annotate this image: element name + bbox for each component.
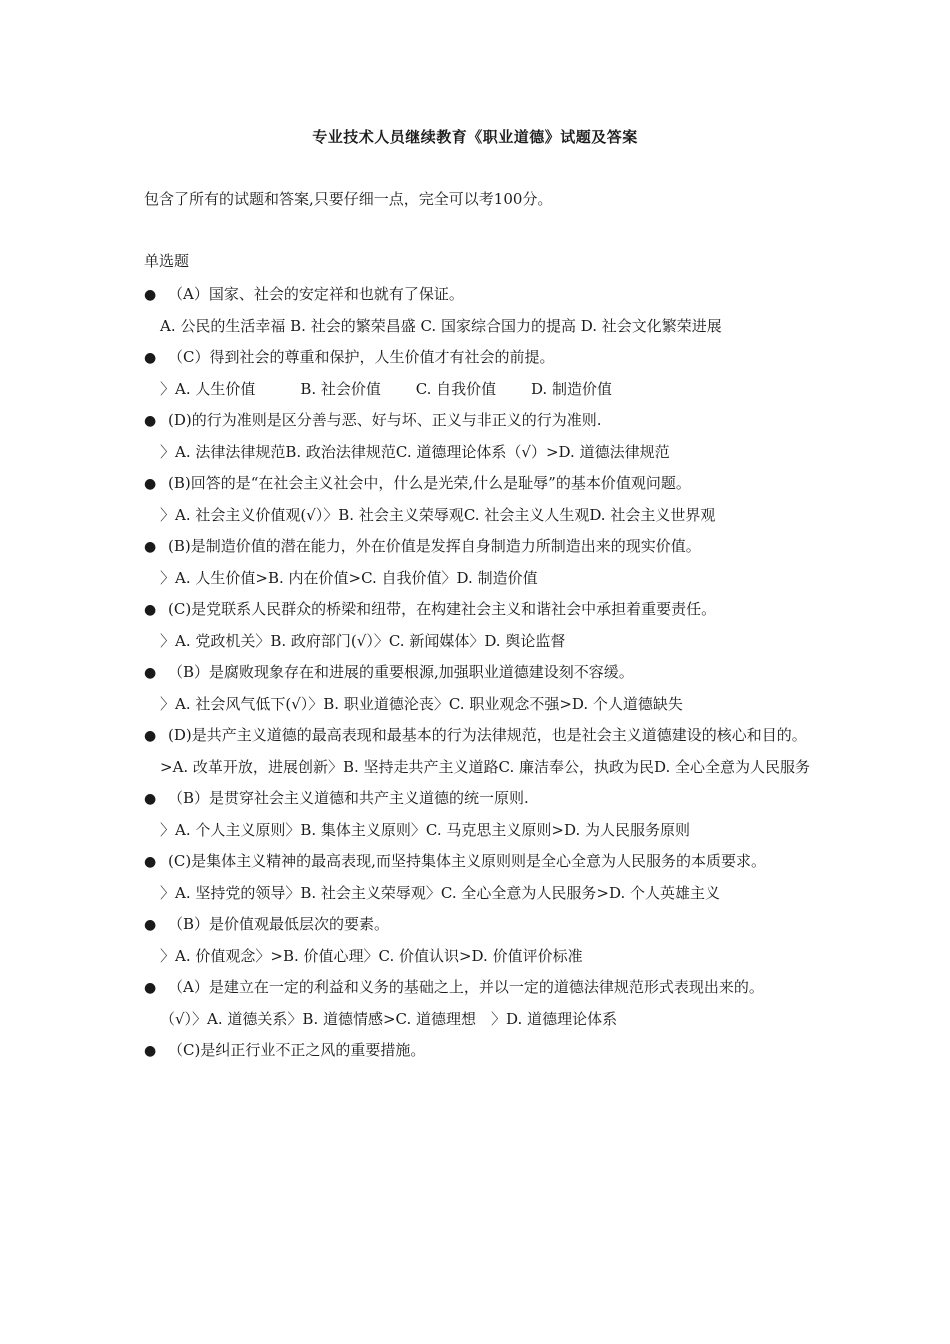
answer-options: 〉A. 社会主义价值观(√）〉B. 社会主义荣辱观C. 社会主义人生观D. 社会主义世界观 <box>160 506 716 524</box>
answer-options: 〉A. 价值观念〉>B. 价值心理〉C. 价值认识>D. 价值评价标准 <box>160 947 583 965</box>
question-text <box>144 1038 814 1064</box>
answer-options: （√）〉A. 道德关系〉B. 道德情感>C. 道德理想 〉D. 道德理论体系 <box>160 1010 618 1028</box>
question-stem: (D)是共产主义道德的最高表现和最基本的行为法律规范，也是社会主义道德建设的核心和目的。 <box>168 726 807 744</box>
question-text <box>144 534 814 560</box>
answer-options: 〉A. 个人主义原则〉B. 集体主义原则〉C. 马克思主义原则>D. 为人民服务原则 <box>160 821 691 839</box>
question-item <box>144 345 814 402</box>
question-item <box>144 912 814 969</box>
question-item <box>144 282 814 339</box>
question-item <box>144 534 814 591</box>
answer-options: 〉A. 法律法律规范B. 政治法律规范C. 道德理论体系（√）>D. 道德法律规范 <box>160 443 670 461</box>
question-stem: (D)的行为准则是区分善与恶、好与坏、正义与非正义的行为准则. <box>168 411 602 429</box>
bullet-icon: ● <box>144 917 157 933</box>
question-item <box>144 660 814 717</box>
question-list <box>144 282 814 1070</box>
question-item <box>144 786 814 843</box>
document-title: 专业技术人员继续教育《职业道德》试题及答案 <box>312 128 638 146</box>
question-item <box>144 1038 814 1064</box>
question-text <box>144 471 814 497</box>
answer-options: 〉A. 人生价值>B. 内在价值>C. 自我价值〉D. 制造价值 <box>160 569 538 587</box>
answer-options: 〉A. 社会风气低下(√）〉B. 职业道德沦丧〉C. 职业观念不强>D. 个人道德缺失 <box>160 695 683 713</box>
question-text <box>144 975 814 1001</box>
bullet-icon: ● <box>144 854 157 870</box>
question-item <box>144 849 814 906</box>
bullet-icon: ● <box>144 602 157 618</box>
question-stem: （B）是贯穿社会主义道德和共产主义道德的统一原则. <box>168 789 529 807</box>
bullet-icon: ● <box>144 413 157 429</box>
question-text <box>144 408 814 434</box>
question-stem: (C)是党联系人民群众的桥梁和纽带，在构建社会主义和谐社会中承担着重要责任。 <box>168 600 717 618</box>
answer-options: >A. 改革开放，进展创新〉B. 坚持走共产主义道路C. 廉洁奉公，执政为民D. 全心全意为人民服务 <box>160 758 811 776</box>
bullet-icon: ● <box>144 539 157 555</box>
answer-options: 〉A. 党政机关〉B. 政府部门(√）〉C. 新闻媒体〉D. 舆论监督 <box>160 632 566 650</box>
question-stem: （B）是腐败现象存在和进展的重要根源,加强职业道德建设刻不容缓。 <box>168 663 634 681</box>
bullet-icon: ● <box>144 791 157 807</box>
bullet-icon: ● <box>144 350 157 366</box>
question-item <box>144 597 814 654</box>
question-text <box>144 282 814 308</box>
question-text <box>144 660 814 686</box>
question-text <box>144 345 814 371</box>
question-stem: （A）是建立在一定的利益和义务的基础之上，并以一定的道德法律规范形式表现出来的。 <box>168 978 764 996</box>
answer-options: A. 公民的生活幸福 B. 社会的繁荣昌盛 C. 国家综合国力的提高 D. 社会文化繁荣进展 <box>160 317 722 335</box>
question-stem: （B）是价值观最低层次的要素。 <box>168 915 390 933</box>
question-stem: (B)回答的是“在社会主义社会中，什么是光荣,什么是耻辱”的基本价值观问题。 <box>168 474 691 492</box>
bullet-icon: ● <box>144 476 157 492</box>
answer-options: 〉A. 坚持党的领导〉B. 社会主义荣辱观〉C. 全心全意为人民服务>D. 个人英雄主义 <box>160 884 721 902</box>
question-item <box>144 975 814 1032</box>
bullet-icon: ● <box>144 287 157 303</box>
question-item <box>144 723 814 780</box>
question-item <box>144 471 814 528</box>
section-heading: 单选题 <box>144 252 190 270</box>
question-stem: (C)是集体主义精神的最高表现,而坚持集体主义原则则是全心全意为人民服务的本质要求。 <box>168 852 766 870</box>
question-item <box>144 408 814 465</box>
answer-options: 〉A. 人生价值 B. 社会价值 C. 自我价值 D. 制造价值 <box>160 380 612 398</box>
question-text <box>144 786 814 812</box>
question-stem: (B)是制造价值的潜在能力，外在价值是发挥自身制造力所制造出来的现实价值。 <box>168 537 701 555</box>
intro-text: 包含了所有的试题和答案,只要仔细一点，完全可以考100分。 <box>144 190 553 208</box>
question-text <box>144 912 814 938</box>
question-stem: （A）国家、社会的安定祥和也就有了保证。 <box>168 285 464 303</box>
question-text <box>144 723 814 749</box>
question-text <box>144 849 814 875</box>
bullet-icon: ● <box>144 665 157 681</box>
question-stem: （C)是纠正行业不正之风的重要措施。 <box>168 1041 426 1059</box>
question-stem: （C）得到社会的尊重和保护，人生价值才有社会的前提。 <box>168 348 555 366</box>
question-text <box>144 597 814 623</box>
bullet-icon: ● <box>144 980 157 996</box>
bullet-icon: ● <box>144 728 157 744</box>
bullet-icon: ● <box>144 1043 157 1059</box>
